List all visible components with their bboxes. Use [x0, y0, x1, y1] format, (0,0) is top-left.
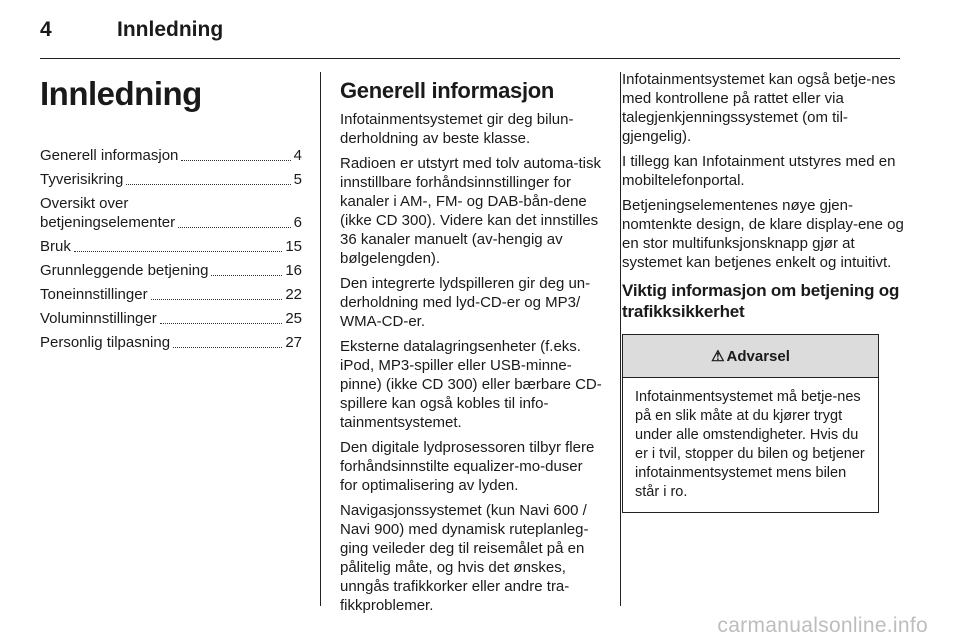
toc-leader-dots	[74, 251, 282, 252]
toc-entry[interactable]	[40, 333, 302, 352]
toc-entry-page: 16	[285, 262, 302, 279]
middle-column	[340, 70, 604, 621]
toc-entry-page: 5	[293, 171, 302, 188]
toc-entry-page: 27	[285, 334, 302, 351]
toc-entry-label: Personlig tilpasning	[40, 334, 171, 351]
body-paragraph: Navigasjonssystemet (kun Navi 600 / Navi 900) med dynamisk ruteplanleg-ging veileder deg til reisemålet på en pålitelig måte, og hvis det ønskes, unngås trafikkorker eller andre tra-fikkproblemer.	[340, 502, 589, 614]
toc-entry[interactable]	[40, 237, 302, 256]
watermark: carmanualsonline.info	[717, 614, 928, 637]
body-paragraph: Radioen er utstyrt med tolv automa-tisk innstillbare forhåndsinnstillinger for kanaler i AM-, FM- og DAB-bån-dene (ikke CD 300). Videre kan det innstilles 36 kanaler manuelt (av-hengig av bølgelengden).	[340, 155, 601, 267]
toc-entry-label: Tyverisikring	[40, 171, 124, 188]
table-of-contents	[40, 146, 302, 352]
warning-triangle-icon: ⚠	[711, 348, 725, 365]
toc-leader-dots	[160, 323, 283, 324]
right-column	[622, 70, 904, 513]
body-paragraph: Infotainmentsystemet gir deg bilun-derholdning av beste klasse.	[340, 111, 574, 147]
toc-entry-label: Oversikt over betjeningselementer	[40, 195, 176, 231]
column-divider	[620, 72, 621, 606]
toc-entry[interactable]	[40, 146, 302, 165]
toc-leader-dots	[126, 184, 290, 185]
toc-entry[interactable]	[40, 285, 302, 304]
toc-entry-page: 15	[285, 238, 302, 255]
body-paragraph: Infotainmentsystemet kan også betje-nes med kontrollene på rattet eller via talegjenkjenningssystemet (om til-gjengelig).	[622, 71, 896, 145]
running-title: Innledning	[117, 18, 224, 41]
toc-entry-label: Voluminnstillinger	[40, 310, 157, 327]
toc-leader-dots	[211, 275, 282, 276]
toc-entry[interactable]	[40, 194, 302, 232]
toc-entry-label: Generell informasjon	[40, 147, 179, 164]
toc-entry-label: Grunnleggende betjening	[40, 262, 209, 279]
section-heading: Generell informasjon	[340, 78, 555, 103]
header-rule	[40, 58, 900, 59]
subsection-heading: Viktig informasjon om betjening og trafikksikkerhet	[622, 281, 900, 321]
toc-entry-label: Toneinnstillinger	[40, 286, 148, 303]
body-paragraph: Eksterne datalagringsenheter (f.eks. iPod, MP3-spiller eller USB-minne-pinne) (ikke CD 300) eller bærbare CD-spillere kan også kobles til info-tainmentsystemet.	[340, 338, 602, 431]
page-header	[40, 14, 900, 58]
warning-text: Infotainmentsystemet må betje-nes på en slik måte at du kjører trygt under alle omstendigheter. Hvis du er i tvil, stopper du bilen og betjener infotainmentsystemet mens bilen står i ro.	[635, 389, 865, 500]
toc-leader-dots	[181, 160, 290, 161]
toc-entry[interactable]	[40, 309, 302, 328]
warning-box	[622, 334, 879, 513]
toc-entry-page: 25	[285, 310, 302, 327]
toc-entry-page: 4	[293, 147, 302, 164]
toc-entry-label: Bruk	[40, 238, 71, 255]
chapter-title: Innledning	[40, 75, 202, 112]
toc-entry-page: 6	[293, 214, 302, 231]
column-divider	[320, 72, 321, 606]
body-paragraph: Den integrerte lydspilleren gir deg un-derholdning med lyd-CD-er og MP3/ WMA-CD-er.	[340, 275, 591, 330]
left-column	[40, 70, 302, 357]
toc-leader-dots	[151, 299, 283, 300]
toc-leader-dots	[173, 347, 282, 348]
body-paragraph: I tillegg kan Infotainment utstyres med en mobiltelefonportal.	[622, 153, 896, 189]
toc-entry-page: 22	[285, 286, 302, 303]
body-paragraph: Den digitale lydprosessoren tilbyr flere forhåndsinnstilte equalizer-mo-duser for optimalisering av lyden.	[340, 439, 595, 494]
warning-header	[623, 335, 878, 378]
toc-entry[interactable]	[40, 170, 302, 189]
toc-entry[interactable]	[40, 261, 302, 280]
body-paragraph: Betjeningselementenes nøye gjen-nomtenkte design, de klare display-ene og en stor multifunksjonsknapp gjør at systemet kan betjenes enkelt og intuitivt.	[622, 197, 904, 271]
page-number: 4	[40, 18, 52, 41]
warning-title: Advarsel	[726, 347, 790, 365]
toc-leader-dots	[178, 227, 291, 228]
